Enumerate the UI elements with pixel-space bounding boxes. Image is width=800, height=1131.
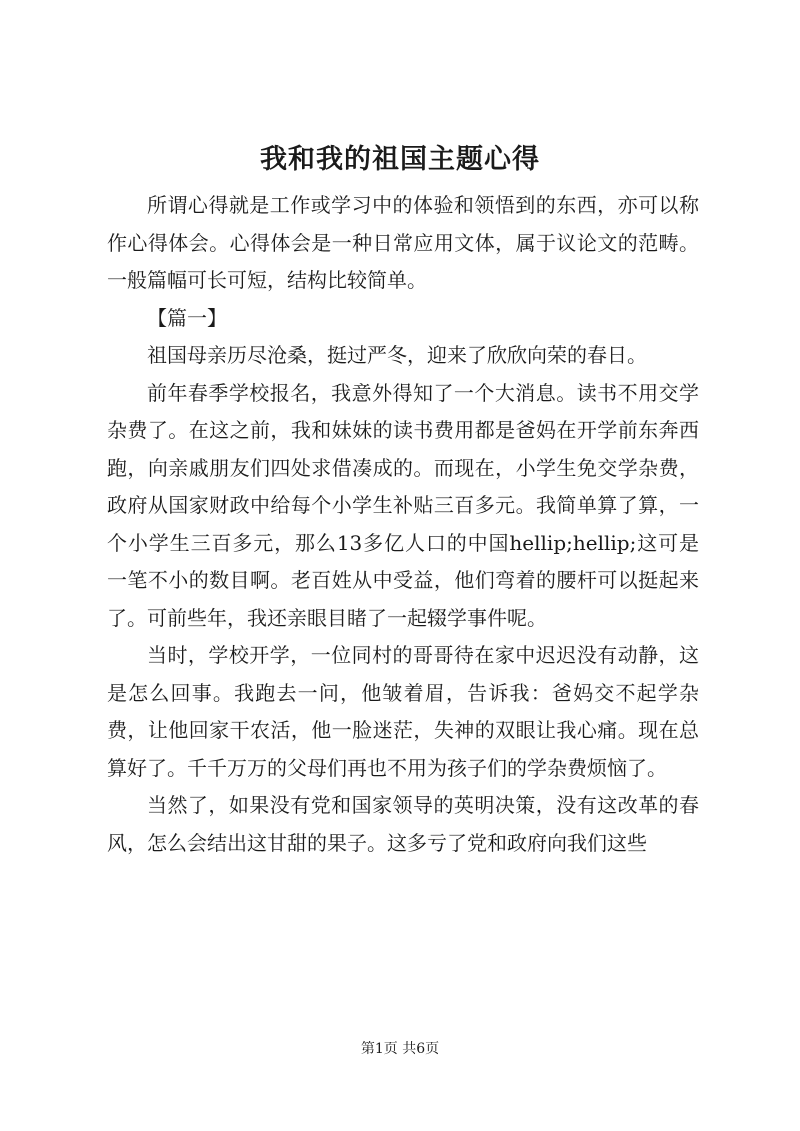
paragraph: 当然了，如果没有党和国家领导的英明决策，没有这改革的春风，怎么会结出这甘甜的果子。这多亏了党和政府向我们这些 [107,793,699,855]
paragraph: 祖国母亲历尽沧桑，挺过严冬，迎来了欣欣向荣的春日。 [147,343,647,367]
paragraph: 前年春季学校报名，我意外得知了一个大消息。读书不用交学杂费了。在这之前，我和妹妹的读书费用都是爸妈在开学前东奔西跑，向亲戚朋友们四处求借凑成的。而现在，小学生免交学杂费，政府从国家财政中给每个小学生补贴三百多元。我简单算了算，一个小学生三百多元，那么13多亿人口的中国hellip;hellip;这可是一笔不小的数目啊。老百姓从中受益，他们弯着的腰杆可以挺起来了。可前些年，我还亲眼目睹了一起辍学事件呢。 [107,380,699,630]
page-footer: 第1页 共6页 [360,1041,440,1057]
paragraph: 当时，学校开学，一位同村的哥哥待在家中迟迟没有动静，这是怎么回事。我跑去一问，他皱着眉，告诉我：爸妈交不起学杂费，让他回家干农活，他一脸迷茫，失神的双眼让我心痛。现在总算好了。千千万万的父母们再也不用为孩子们的学杂费烦恼了。 [107,643,699,780]
document-body [107,187,699,862]
paragraph-intro: 所谓心得就是工作或学习中的体验和领悟到的东西，亦可以称作心得体会。心得体会是一种日常应用文体，属于议论文的范畴。一般篇幅可长可短，结构比较简单。 [107,193,699,292]
section-heading: 【篇一】 [147,305,227,330]
document-title: 我和我的祖国主题心得 [260,144,540,175]
